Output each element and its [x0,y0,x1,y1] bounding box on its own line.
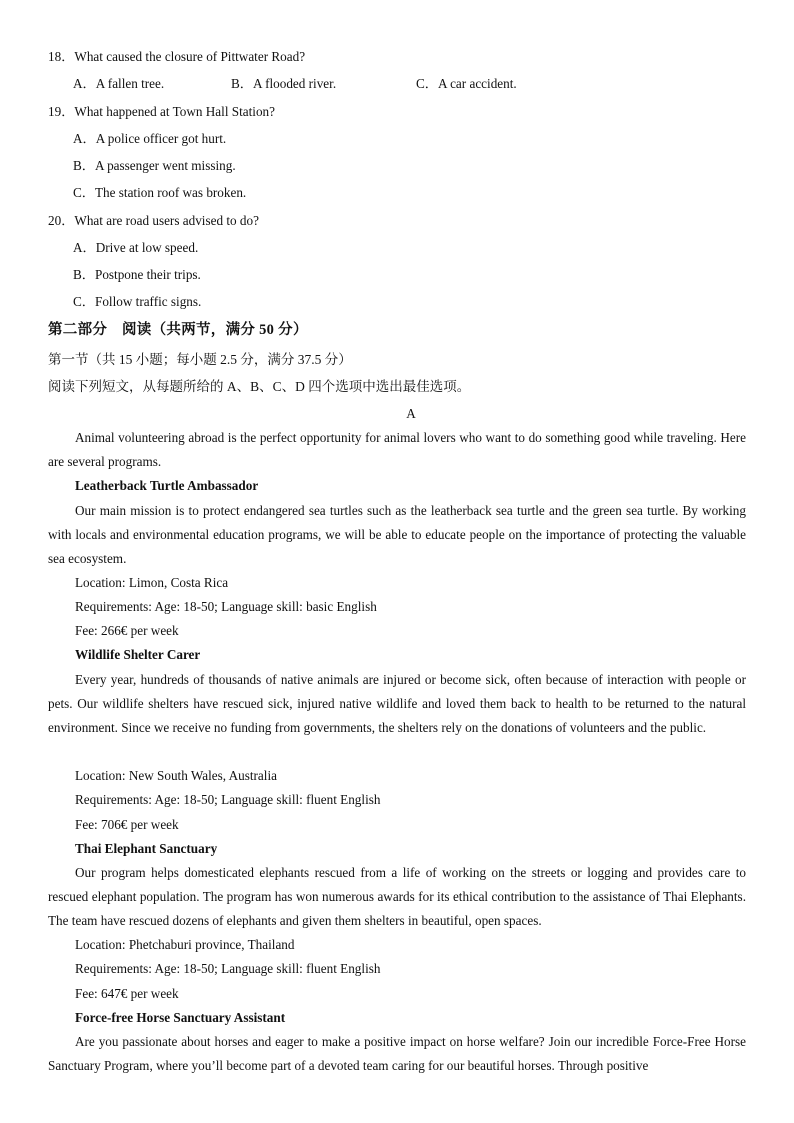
program-description: Our main mission is to protect endangered sea turtles such as the leatherback sea turtle and the green sea turtle. By working with locals and environmental education programs, we will be able to educate people on the importance of protecting the valuable sea ecosystem. [48,503,746,567]
question-18 [48,48,305,66]
program-title: Leatherback Turtle Ambassador [75,478,259,493]
program-description: Every year, hundreds of thousands of native animals are injured or become sick, often because of interaction with people or pets. Our wildlife shelters have rescued sick, injured native wildlife and loved them back to health to be returned to the natural environment. Since we receive no funding from governments, the shelters rely on the donations of volunteers and the public. [48,672,746,736]
question-text: What caused the closure of Pittwater Road? [74,49,306,64]
question-19 [48,103,275,121]
option-a[interactable]: A．Drive at low speed. [73,240,199,255]
program-title: Wildlife Shelter Carer [75,647,201,662]
program-description: Our program helps domesticated elephants rescued from a life of working on the streets or logging and provides care to rescued elephant population. The program has won numerous awards for its ethical contribution to the assistance of Thai Elephants. The team have rescued dozens of elephants and given them shelters in beautiful, open spaces. [48,865,746,929]
option-c[interactable]: C．Follow traffic signs. [73,294,202,309]
section-instruction: 阅读下列短文，从每题所给的 A、B、C、D 四个选项中选出最佳选项。 [48,379,471,394]
option-b[interactable]: B．A passenger went missing. [73,158,236,173]
question-number: 20． [48,213,75,228]
question-number: 19． [48,104,75,119]
question-20 [48,212,259,230]
program-description: Are you passionate about horses and eager to make a positive impact on horse welfare? Join our incredible Force-Free Horse Sanctuary Program, where you’ll become part of a devoted team caring for our beautiful horses. Through positive [48,1034,746,1074]
passage-intro: Animal volunteering abroad is the perfect opportunity for animal lovers who want to do something good while traveling. Here are several programs. [48,430,746,470]
option-b[interactable]: B．Postpone their trips. [73,267,201,282]
option-c[interactable]: C．The station roof was broken. [73,185,247,200]
option-a[interactable]: A．A police officer got hurt. [73,131,227,146]
passage-label: A [406,406,416,421]
question-text: What happened at Town Hall Station? [74,104,275,119]
option-c[interactable]: C．A car accident. [416,76,517,91]
program-requirements: Requirements: Age: 18-50; Language skill: basic English [75,599,377,614]
program-title: Force-free Horse Sanctuary Assistant [75,1010,286,1025]
question-number: 18． [48,49,75,64]
section-subtitle: 第一节（共 15 小题；每小题 2.5 分，满分 37.5 分） [48,352,352,367]
option-a[interactable]: A．A fallen tree. [73,76,165,91]
program-fee: Fee: 647€ per week [75,986,179,1001]
program-fee: Fee: 266€ per week [75,623,179,638]
program-location: Location: New South Wales, Australia [75,768,277,783]
program-location: Location: Limon, Costa Rica [75,575,229,590]
program-location: Location: Phetchaburi province, Thailand [75,937,295,952]
program-fee: Fee: 706€ per week [75,817,179,832]
program-requirements: Requirements: Age: 18-50; Language skill: fluent English [75,961,381,976]
program-title: Thai Elephant Sanctuary [75,841,218,856]
program-requirements: Requirements: Age: 18-50; Language skill: fluent English [75,792,381,807]
option-b[interactable]: B．A flooded river. [231,76,337,91]
section-title: 第二部分 阅读（共两节，满分 50 分） [48,322,308,338]
question-text: What are road users advised to do? [74,213,259,228]
